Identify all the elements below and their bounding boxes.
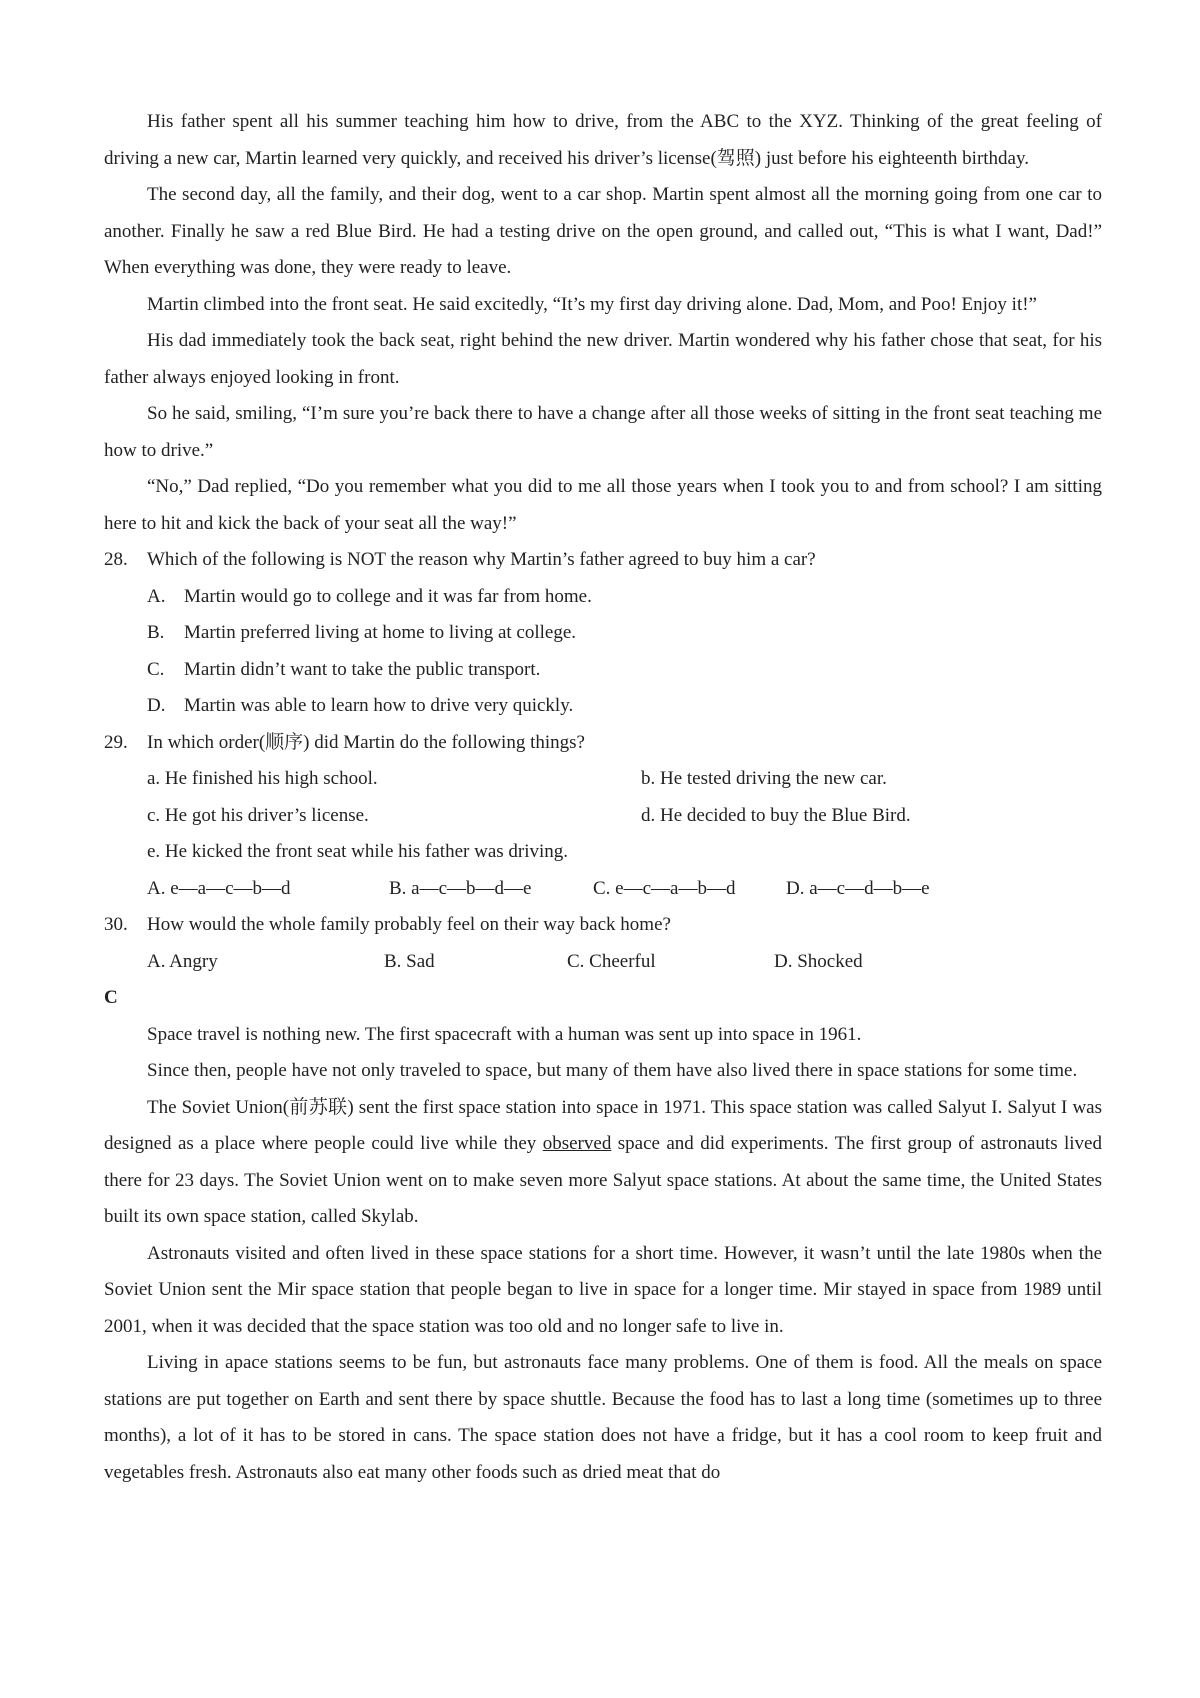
passage-c-paragraph: Astronauts visited and often lived in these space stations for a short time. However, it wasn’t until the late 1980s when the Soviet Union sent the Mir space station that people began to live in space for a longer time. Mir stayed in space from 1989 until 2001, when it was decided that the space station was too old and no longer safe to live in. <box>104 1242 1102 1337</box>
paragraph-text: The Soviet Union(前苏联) sent the first space station into space in 1971. This space station was called Salyut I. Salyut I was designed as a place where people could live while they <box>104 1096 1102 1154</box>
passage-b-paragraph: Martin climbed into the front seat. He said excitedly, “It’s my first day driving alone. Dad, Mom, and Poo! Enjoy it!” <box>147 293 1037 315</box>
passage-b-paragraph: His father spent all his summer teaching him how to drive, from the ABC to the XYZ. Thinking of the great feeling of driving a new car, Martin learned very quickly, and received his driver’s license(驾照) just before his eighteenth birthday. <box>104 111 1102 169</box>
option-text: Martin was able to learn how to drive very quickly. <box>184 695 574 716</box>
feeling-option: C. Cheerful <box>567 950 656 972</box>
order-option: C. e—c—a—b—d <box>593 877 736 899</box>
event-row <box>104 798 1102 835</box>
option-d <box>104 688 1102 725</box>
event-row <box>104 834 1102 871</box>
question-number: 29. <box>104 731 128 753</box>
question-28 <box>104 542 1102 579</box>
passage-b-paragraph: So he said, smiling, “I’m sure you’re back there to have a change after all those weeks of sitting in the front seat teaching me how to drive.” <box>104 403 1102 461</box>
question-29 <box>104 725 1102 762</box>
option-label: A. <box>147 585 166 607</box>
paragraph-text: space and did experiments. The first group of astronauts lived there for 23 days. The Soviet Union went on to make seven more Salyut space stations. At about the same time, the United States built its own space station, called Skylab. <box>104 1133 1102 1227</box>
question-number: 28. <box>104 549 128 570</box>
question-text: Which of the following is NOT the reason why Martin’s father agreed to buy him a car? <box>147 549 816 570</box>
event-row <box>104 761 1102 798</box>
passage-b-paragraph: “No,” Dad replied, “Do you remember what you did to me all those years when I took you to and from school? I am sitting here to hit and kick the back of your seat all the way!” <box>104 476 1102 534</box>
option-c <box>104 652 1102 689</box>
option-text: Martin didn’t want to take the public transport. <box>184 658 541 680</box>
order-option: D. a—c—d—b—e <box>786 877 930 899</box>
event-item: c. He got his driver’s license. <box>147 804 369 826</box>
document-page <box>104 104 1102 1491</box>
section-heading: C <box>104 987 118 1008</box>
event-item: b. He tested driving the new car. <box>641 768 887 789</box>
question-text: In which order(顺序) did Martin do the following things? <box>147 731 585 753</box>
event-item: e. He kicked the front seat while his father was driving. <box>147 841 569 862</box>
passage-c-paragraph <box>104 1090 1102 1236</box>
order-options <box>104 871 1102 908</box>
passage-c-paragraph: Space travel is nothing new. The first spacecraft with a human was sent up into space in 1961. <box>147 1023 862 1045</box>
option-label: D. <box>147 695 166 716</box>
option-text: Martin preferred living at home to living at college. <box>184 622 577 643</box>
question-30 <box>104 907 1102 944</box>
passage-c-paragraph: Since then, people have not only traveled to space, but many of them have also lived there in space stations for some time. <box>147 1060 1078 1081</box>
feeling-option: D. Shocked <box>774 950 863 972</box>
passage-b-paragraph: The second day, all the family, and their dog, went to a car shop. Martin spent almost all the morning going from one car to another. Finally he saw a red Blue Bird. He had a testing drive on the open ground, and called out, “This is what I want, Dad!” When everything was done, they were ready to leave. <box>104 184 1102 278</box>
order-option: A. e—a—c—b—d <box>147 877 291 899</box>
passage-b-paragraph: His dad immediately took the back seat, right behind the new driver. Martin wondered why his father chose that seat, for his father always enjoyed looking in front. <box>104 330 1102 388</box>
event-item: a. He finished his high school. <box>147 768 378 789</box>
feeling-option: A. Angry <box>147 950 218 972</box>
option-text: Martin would go to college and it was far from home. <box>184 585 592 607</box>
question-text: How would the whole family probably feel on their way back home? <box>147 914 671 935</box>
option-label: B. <box>147 622 165 643</box>
underlined-word: observed <box>542 1133 612 1154</box>
question-number: 30. <box>104 914 128 935</box>
option-a <box>104 579 1102 616</box>
passage-c-paragraph: Living in apace stations seems to be fun, but astronauts face many problems. One of them is food. All the meals on space stations are put together on Earth and sent there by space shuttle. Because the food has to last a long time (sometimes up to three months), a lot of it has to be stored in cans. The space station does not have a fridge, but it has a cool room to keep fruit and vegetables fresh. Astronauts also eat many other foods such as dried meat that do <box>104 1352 1102 1483</box>
option-b <box>104 615 1102 652</box>
feeling-options <box>104 944 1102 981</box>
option-label: C. <box>147 658 165 680</box>
feeling-option: B. Sad <box>384 950 435 972</box>
event-item: d. He decided to buy the Blue Bird. <box>641 804 911 826</box>
order-option: B. a—c—b—d—e <box>389 877 532 899</box>
